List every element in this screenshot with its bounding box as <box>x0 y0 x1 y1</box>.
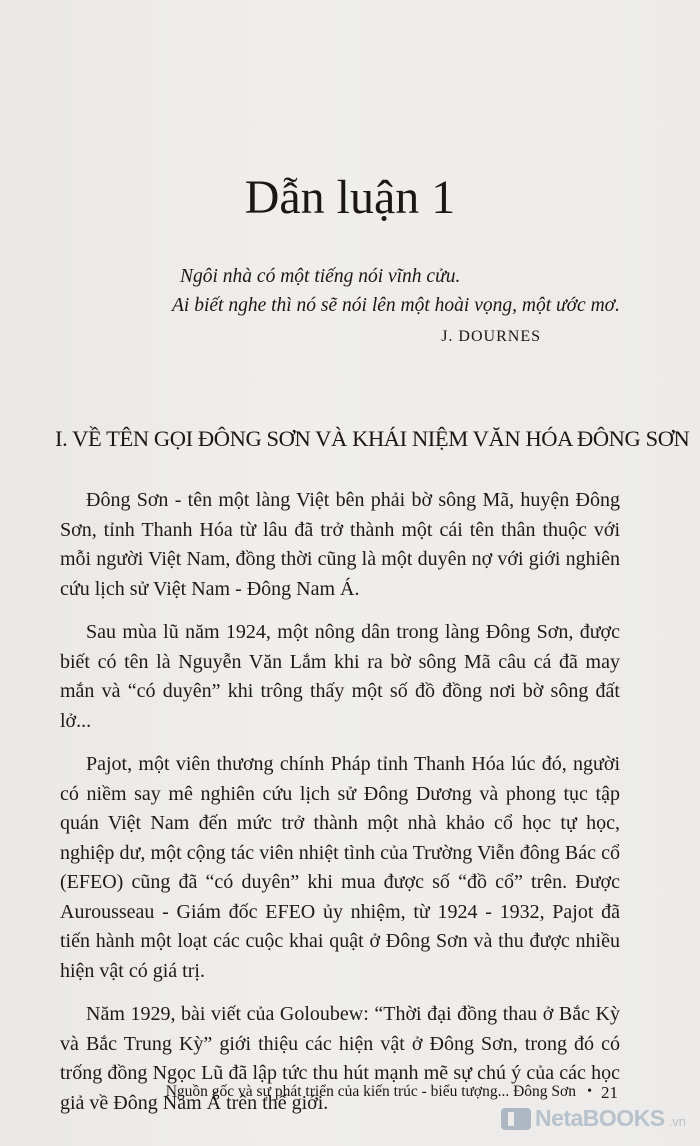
epigraph <box>172 262 620 320</box>
running-footer-title: Nguồn gốc và sự phát triển của kiến trúc - biểu tượng... Đông Sơn <box>165 1083 576 1100</box>
epigraph-line: Ai biết nghe thì nó sẽ nói lên một hoài vọng, một ước mơ. <box>172 295 620 316</box>
footer-separator: • <box>587 1084 592 1099</box>
watermark-brand: NetaBOOKS <box>534 1105 665 1131</box>
watermark <box>501 1105 686 1132</box>
paragraph: Năm 1929, bài viết của Goloubew: “Thời đại đồng thau ở Bắc Kỳ và Bắc Trung Kỳ” giới thiệu các hiện vật ở Đông Sơn, trong đó có trống đồng Ngọc Lũ đã lập tức thu hút mạnh mẽ sự chú ý của các học giả về Đông Nam Á trên thế giới. <box>60 1003 620 1114</box>
chapter-title: Dẫn luận 1 <box>244 171 456 224</box>
paragraph: Đông Sơn - tên một làng Việt bên phải bờ sông Mã, huyện Đông Sơn, tỉnh Thanh Hóa từ lâu đã trở thành một cái tên thân thuộc với mỗi người Việt Nam, đồng thời cũng là một duyên nợ với giới nghiên cứu lịch sử Việt Nam - Đông Nam Á. <box>60 489 620 600</box>
paragraph: Pajot, một viên thương chính Pháp tỉnh Thanh Hóa lúc đó, người có niềm say mê nghiên cứu lịch sử Đông Dương và phong tục tập quán Việt Nam đến mức trở thành một nhà khảo cổ học tự học, nghiệp dư, một cộng tác viên nhiệt tình của Trường Viễn đông Bác cổ (EFEO) cũng đã “có duyên” khi mua được số “đồ cổ” trên. Được Aurousseau - Giám đốc EFEO ủy nhiệm, từ 1924 - 1932, Pajot đã tiến hành một loạt các cuộc khai quật ở Đông Sơn và thu được nhiều hiện vật có giá trị. <box>60 753 620 982</box>
body-text <box>60 486 620 1132</box>
epigraph-author: J. DOURNES <box>441 328 541 345</box>
paragraph: Sau mùa lũ năm 1924, một nông dân trong làng Đông Sơn, được biết có tên là Nguyễn Văn Lắm khi ra bờ sông Mã câu cá đã may mắn và “có duyên” khi trông thấy một số đồ đồng nơi bờ sông đất lở... <box>60 621 620 732</box>
watermark-tld: .vn <box>668 1114 686 1129</box>
section-heading: I. VỀ TÊN GỌI ĐÔNG SƠN VÀ KHÁI NIỆM VĂN HÓA ĐÔNG SƠN <box>55 426 690 451</box>
netabooks-logo-icon <box>501 1108 531 1130</box>
epigraph-line: Ngôi nhà có một tiếng nói vĩnh cửu. <box>180 266 461 287</box>
page-number: 21 <box>601 1083 618 1102</box>
